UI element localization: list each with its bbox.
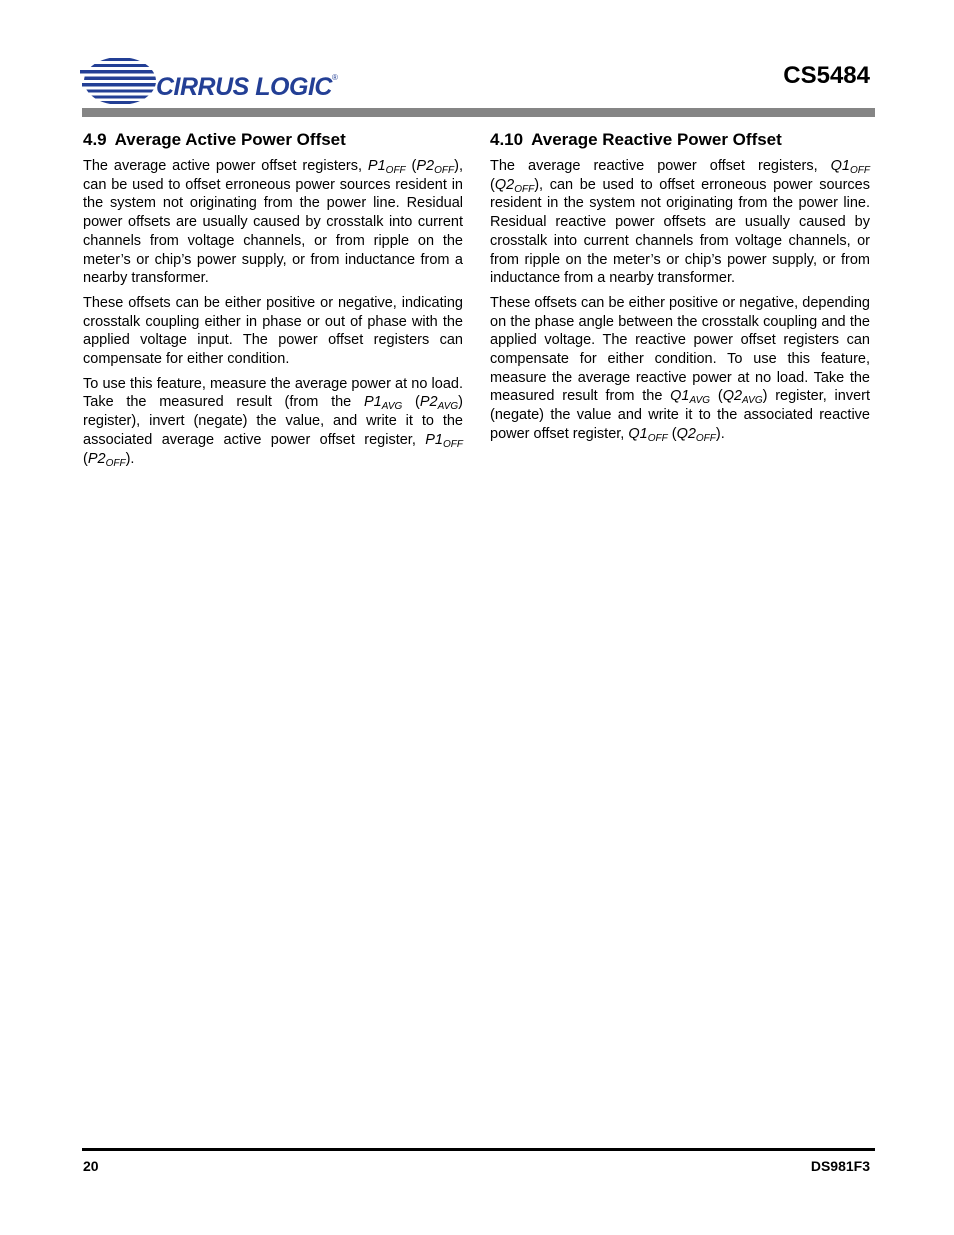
page-number: 20: [83, 1158, 99, 1174]
section-4-10: [490, 129, 870, 450]
paragraph-2: These offsets can be either positive or negative, indicating crosstalk coupling either in phase or out of phase with the applied voltage input. The power offset registers can compensate for either condition.: [83, 294, 463, 368]
section-4-9: [83, 129, 463, 474]
cirrus-logic-logo: [80, 56, 340, 108]
document-id: DS981F3: [810, 1158, 870, 1174]
paragraph-2: These offsets can be either positive or negative, depending on the phase angle between the crosstalk coupling and the applied voltage. The reactive power offset registers can compensate for either condition. To use this feature, measure the average reactive power at no load. Take the measured result from the $Q1_{AVG}$ $(Q2_{AVG})$ register, invert (negate) the value and write it to the associated reactive power offset register, $Q1_{OFF}$ $(Q2_{OFF})$.: [490, 294, 871, 444]
paragraph-1: The average reactive power offset registers, $Q1_{OFF}$ $(Q2_{OFF})$, can be used to offset erroneous power sources resident in the system not originating from the power line. Residual reactive power offsets are usually caused by crosstalk into current channels from voltage channels, or from ripple on the meter’s or chip’s power supply, or from inductance from a nearby transformer.: [490, 158, 870, 287]
paragraph-3: To use this feature, measure the average power at no load. Take the measured result (from the $P1_{AVG}$ $(P2_{AVG})$ register), invert (negate) the value, and write it to the associated average active power offset register, $P1_{OFF}$ $(P2_{OFF})$.: [83, 375, 463, 469]
header-divider: [82, 108, 875, 117]
cirrus-logo-mark-icon: [80, 56, 158, 106]
logo-wordmark: CIRRUS LOGIC®: [156, 73, 338, 101]
document-title: CS5484: [783, 62, 870, 89]
footer-divider: [82, 1148, 875, 1151]
paragraph-1: The average active power offset registers, $P1_{OFF}$ $(P2_{OFF})$, can be used to offset erroneous power sources resident in the system not originating from the power line. Residual power offsets are usually caused by crosstalk into current channels from voltage channels, or from ripple on the meter’s or chip’s power supply, or from inductance from a nearby transformer.: [83, 158, 463, 287]
section-heading: 4.9 Average Active Power Offset: [83, 130, 346, 149]
section-heading: 4.10 Average Reactive Power Offset: [490, 130, 782, 149]
